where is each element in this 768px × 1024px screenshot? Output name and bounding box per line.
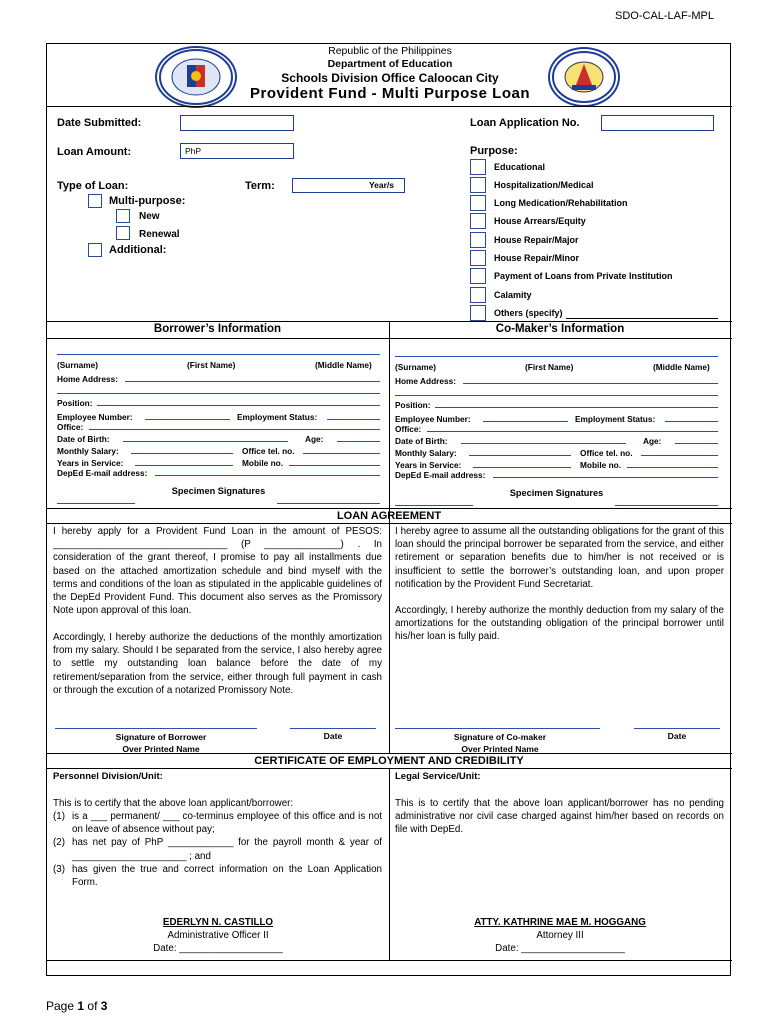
borrower-info-title: Borrower’s Information bbox=[153, 323, 282, 335]
certificate-title: CERTIFICATE OF EMPLOYMENT AND CREDIBILITY bbox=[254, 755, 524, 767]
deped-email-label: DepEd E-mail address: bbox=[395, 470, 486, 480]
legal-service-label: Legal Service/Unit: bbox=[395, 771, 481, 782]
new-checkbox[interactable] bbox=[116, 209, 130, 223]
page-of: of bbox=[87, 999, 98, 1013]
specimen-signature-line-1[interactable] bbox=[395, 505, 473, 506]
additional-label: Additional: bbox=[109, 244, 167, 256]
header-divider bbox=[46, 106, 732, 107]
age-label: Age: bbox=[305, 434, 324, 444]
purpose-label: Payment of Loans from Private Institution bbox=[494, 271, 673, 281]
position-line[interactable] bbox=[435, 407, 718, 408]
borrower-date-line[interactable] bbox=[290, 728, 376, 729]
certificate-item-number: (1) bbox=[53, 811, 65, 822]
certificate-item-number: (3) bbox=[53, 863, 65, 875]
certificate-item-text: has net pay of PhP ____________ for the payroll month & year of _____________________ ; and bbox=[72, 837, 382, 862]
legal-signatory-title: Attorney III bbox=[536, 930, 584, 941]
date-of-birth-label: Date of Birth: bbox=[57, 434, 110, 444]
purpose-checkbox[interactable] bbox=[470, 177, 486, 193]
certificate-item bbox=[53, 836, 382, 862]
deped-email-line[interactable] bbox=[155, 475, 380, 476]
page-word: Page bbox=[46, 999, 75, 1013]
document-code: SDO-CAL-LAF-MPL bbox=[615, 10, 715, 22]
multi-purpose-label: Multi-purpose: bbox=[109, 195, 186, 207]
borrower-signature-label bbox=[55, 731, 267, 755]
employment-status-label: Employment Status: bbox=[237, 412, 318, 422]
loan-amount-label: Loan Amount: bbox=[57, 146, 132, 158]
legal-certify-text: This is to certify that the above loan applicant/borrower has no pending administrative nor civil case charged against him/her based on records on file with DepEd. bbox=[395, 798, 724, 836]
others-specify-line[interactable] bbox=[566, 318, 718, 319]
surname-caption: (Surname) bbox=[395, 362, 437, 372]
borrower-printed-name-text: Over Printed Name bbox=[122, 744, 200, 754]
date-of-birth-line[interactable] bbox=[461, 443, 626, 444]
surname-caption: (Surname) bbox=[57, 360, 99, 370]
mobile-label: Mobile no. bbox=[580, 460, 622, 470]
personnel-certify-intro: This is to certify that the above loan applicant/borrower: bbox=[53, 798, 294, 809]
header-department: Department of Education bbox=[327, 58, 453, 70]
loan-agreement-title: LOAN AGREEMENT bbox=[336, 510, 442, 522]
term-label: Term: bbox=[245, 180, 275, 192]
home-address-label: Home Address: bbox=[395, 376, 457, 386]
comaker-signature-line[interactable] bbox=[395, 728, 600, 729]
purpose-label: House Repair/Minor bbox=[494, 253, 580, 263]
specimen-signature-line-2[interactable] bbox=[615, 505, 718, 506]
purpose-checkbox[interactable] bbox=[470, 250, 486, 266]
center-divider bbox=[389, 321, 390, 753]
header-form-title: Provident Fund - Multi Purpose Loan bbox=[250, 85, 530, 102]
sdo-seal-icon bbox=[550, 49, 618, 105]
first-name-caption: (First Name) bbox=[187, 360, 236, 370]
purpose-checkbox[interactable] bbox=[470, 232, 486, 248]
age-line[interactable] bbox=[337, 441, 380, 442]
deped-email-line[interactable] bbox=[493, 477, 718, 478]
loan-amount-field[interactable] bbox=[180, 143, 294, 159]
office-label: Office: bbox=[57, 422, 84, 432]
comaker-signature-label bbox=[395, 731, 605, 755]
comaker-signature-text: Signature of Co-maker bbox=[453, 732, 547, 742]
purpose-checkbox[interactable] bbox=[470, 195, 486, 211]
page-total: 3 bbox=[100, 999, 108, 1013]
date-submitted-field[interactable] bbox=[180, 115, 294, 131]
home-address-label: Home Address: bbox=[57, 374, 119, 384]
age-label: Age: bbox=[643, 436, 662, 446]
mobile-line[interactable] bbox=[627, 467, 718, 468]
office-line[interactable] bbox=[89, 429, 380, 430]
type-of-loan-label: Type of Loan: bbox=[57, 180, 129, 192]
purpose-label: Others (specify) bbox=[494, 308, 563, 318]
header-division: Schools Division Office Caloocan City bbox=[281, 71, 499, 85]
first-name-caption: (First Name) bbox=[525, 362, 574, 372]
employee-number-label: Employee Number: bbox=[395, 414, 471, 424]
borrower-date-label: Date bbox=[323, 731, 343, 741]
sdo-caloocan-seal-logo bbox=[548, 47, 620, 107]
comaker-agreement-paragraph-1: I hereby agree to assume all the outstanding obligations for the grant of this loan should the principal borrower be separated from the service, and either retirement or separation benefits due to him/her is not received or is insufficient to settle the borrower’s outstanding loan, and upon proper notification by the Provident Fund Secretariat. bbox=[395, 526, 724, 590]
home-address-line[interactable] bbox=[463, 383, 718, 384]
page-current: 1 bbox=[77, 999, 85, 1013]
purpose-checkbox[interactable] bbox=[470, 213, 486, 229]
date-of-birth-label: Date of Birth: bbox=[395, 436, 448, 446]
loan-amount-prefix: PhP bbox=[185, 146, 202, 156]
home-address-line-2[interactable] bbox=[395, 395, 718, 396]
header-republic: Republic of the Philippines bbox=[328, 45, 452, 57]
certificate-bottom-divider bbox=[46, 960, 732, 961]
comaker-agreement-paragraph-2: Accordingly, I hereby authorize the monthly deduction from my salary of the amortizations for the outstanding obligation of the principal borrower until his/her loan is fully paid. bbox=[395, 605, 724, 643]
years-in-service-line[interactable] bbox=[135, 465, 233, 466]
employment-status-line[interactable] bbox=[665, 421, 718, 422]
certificate-item bbox=[53, 810, 382, 836]
monthly-salary-label: Monthly Salary: bbox=[57, 446, 119, 456]
position-label: Position: bbox=[395, 400, 431, 410]
comaker-printed-name-text: Over Printed Name bbox=[461, 744, 539, 754]
certificate-item-text: is a ___ permanent/ ___ co-terminus employee of this office and is not on leave of absence without pay; bbox=[72, 811, 382, 836]
specimen-signature-line-1[interactable] bbox=[57, 503, 135, 504]
comaker-date-line[interactable] bbox=[634, 728, 720, 729]
loan-application-no-label: Loan Application No. bbox=[470, 117, 580, 129]
deped-seal-logo bbox=[155, 46, 237, 108]
employee-number-line[interactable] bbox=[483, 421, 568, 422]
purpose-label: House Repair/Major bbox=[494, 235, 579, 245]
page-number bbox=[46, 999, 107, 1013]
office-tel-label: Office tel. no. bbox=[242, 446, 295, 456]
employee-number-label: Employee Number: bbox=[57, 412, 133, 422]
employment-status-label: Employment Status: bbox=[575, 414, 656, 424]
age-line[interactable] bbox=[675, 443, 718, 444]
date-submitted-label: Date Submitted: bbox=[57, 117, 142, 129]
borrower-agreement-paragraph-2: Accordingly, I hereby authorize the deductions of the monthly amortization from my salary. Should I be separated from the service, I also hereby agree to settle my outstanding loan balance before the date of my retirement/separation from the service, either through full payment in cash or through the excution of a notarized Promissory Note. bbox=[53, 632, 382, 696]
date-of-birth-line[interactable] bbox=[123, 441, 288, 442]
specimen-signatures-label: Specimen Signatures bbox=[171, 486, 266, 496]
middle-name-caption: (Middle Name) bbox=[315, 360, 372, 370]
middle-name-caption: (Middle Name) bbox=[653, 362, 710, 372]
comaker-date-label: Date bbox=[667, 731, 687, 741]
comaker-info-title: Co-Maker’s Information bbox=[495, 323, 625, 335]
office-tel-line[interactable] bbox=[641, 455, 718, 456]
borrower-signature-line[interactable] bbox=[55, 728, 257, 729]
personnel-signatory-name: EDERLYN N. CASTILLO bbox=[162, 917, 274, 928]
purpose-checkbox[interactable] bbox=[470, 268, 486, 284]
purpose-label: House Arrears/Equity bbox=[494, 216, 586, 226]
certificate-top-divider bbox=[46, 753, 732, 754]
borrower-signature-text: Signature of Borrower bbox=[115, 732, 207, 742]
purpose-label: Long Medication/Rehabilitation bbox=[494, 198, 628, 208]
deped-email-label: DepEd E-mail address: bbox=[57, 468, 148, 478]
home-address-line[interactable] bbox=[125, 381, 380, 382]
agreement-title-divider bbox=[46, 523, 732, 524]
legal-date-field[interactable]: Date: ___________________ bbox=[495, 943, 625, 954]
position-line[interactable] bbox=[97, 405, 380, 406]
years-in-service-label: Years in Service: bbox=[395, 460, 462, 470]
personnel-division-label: Personnel Division/Unit: bbox=[53, 771, 163, 782]
renewal-label: Renewal bbox=[139, 229, 180, 240]
specimen-signatures-label: Specimen Signatures bbox=[509, 488, 604, 498]
certificate-item-text: has given the true and correct information on the Loan Application Form. bbox=[72, 863, 382, 889]
term-field[interactable] bbox=[292, 178, 405, 193]
office-label: Office: bbox=[395, 424, 422, 434]
deped-seal-icon bbox=[157, 48, 235, 106]
employee-number-line[interactable] bbox=[145, 419, 230, 420]
monthly-salary-line[interactable] bbox=[469, 455, 571, 456]
purpose-label: Calamity bbox=[494, 290, 532, 300]
certificate-item bbox=[53, 863, 382, 889]
personnel-date-field[interactable]: Date: ___________________ bbox=[153, 943, 283, 954]
position-label: Position: bbox=[57, 398, 93, 408]
years-in-service-label: Years in Service: bbox=[57, 458, 124, 468]
personnel-signatory-title: Administrative Officer II bbox=[167, 930, 269, 941]
office-tel-label: Office tel. no. bbox=[580, 448, 633, 458]
term-unit: Year/s bbox=[368, 180, 394, 190]
purpose-label: Educational bbox=[494, 162, 546, 172]
home-address-line-2[interactable] bbox=[57, 393, 380, 394]
borrower-agreement-paragraph-1: I hereby apply for a Provident Fund Loan in the amount of PESOS: ________________________________ (P ______________) . In consideration of the grant thereof, I promise to pay all installments due based on the attached amortization schedule and bind myself with the terms and conditions of the loan as stipulated in the applicable guidelines of the DepEd Provident Fund. This document also serves as the Promissory Note upon approval of this loan. bbox=[53, 526, 382, 617]
specimen-signature-line-2[interactable] bbox=[277, 503, 380, 504]
monthly-salary-label: Monthly Salary: bbox=[395, 448, 457, 458]
legal-signatory-name: ATTY. KATHRINE MAE M. HOGGANG bbox=[474, 917, 646, 928]
mobile-line[interactable] bbox=[289, 465, 380, 466]
years-in-service-line[interactable] bbox=[473, 467, 571, 468]
certificate-items-list bbox=[53, 810, 382, 889]
new-label: New bbox=[139, 211, 160, 222]
purpose-checkbox[interactable] bbox=[470, 305, 486, 321]
office-tel-line[interactable] bbox=[303, 453, 380, 454]
office-line[interactable] bbox=[427, 431, 718, 432]
agreement-top-divider bbox=[46, 508, 732, 509]
name-line[interactable] bbox=[57, 354, 380, 355]
monthly-salary-line[interactable] bbox=[131, 453, 233, 454]
employment-status-line[interactable] bbox=[327, 419, 380, 420]
purpose-checkbox[interactable] bbox=[470, 287, 486, 303]
additional-checkbox[interactable] bbox=[88, 243, 102, 257]
purpose-label: Purpose: bbox=[470, 145, 518, 157]
renewal-checkbox[interactable] bbox=[116, 226, 130, 240]
certificate-item-number: (2) bbox=[53, 837, 65, 849]
purpose-label: Hospitalization/Medical bbox=[494, 180, 594, 190]
multi-purpose-checkbox[interactable] bbox=[88, 194, 102, 208]
loan-application-no-field[interactable] bbox=[601, 115, 714, 131]
name-line[interactable] bbox=[395, 356, 718, 357]
mobile-label: Mobile no. bbox=[242, 458, 284, 468]
purpose-checkbox[interactable] bbox=[470, 159, 486, 175]
